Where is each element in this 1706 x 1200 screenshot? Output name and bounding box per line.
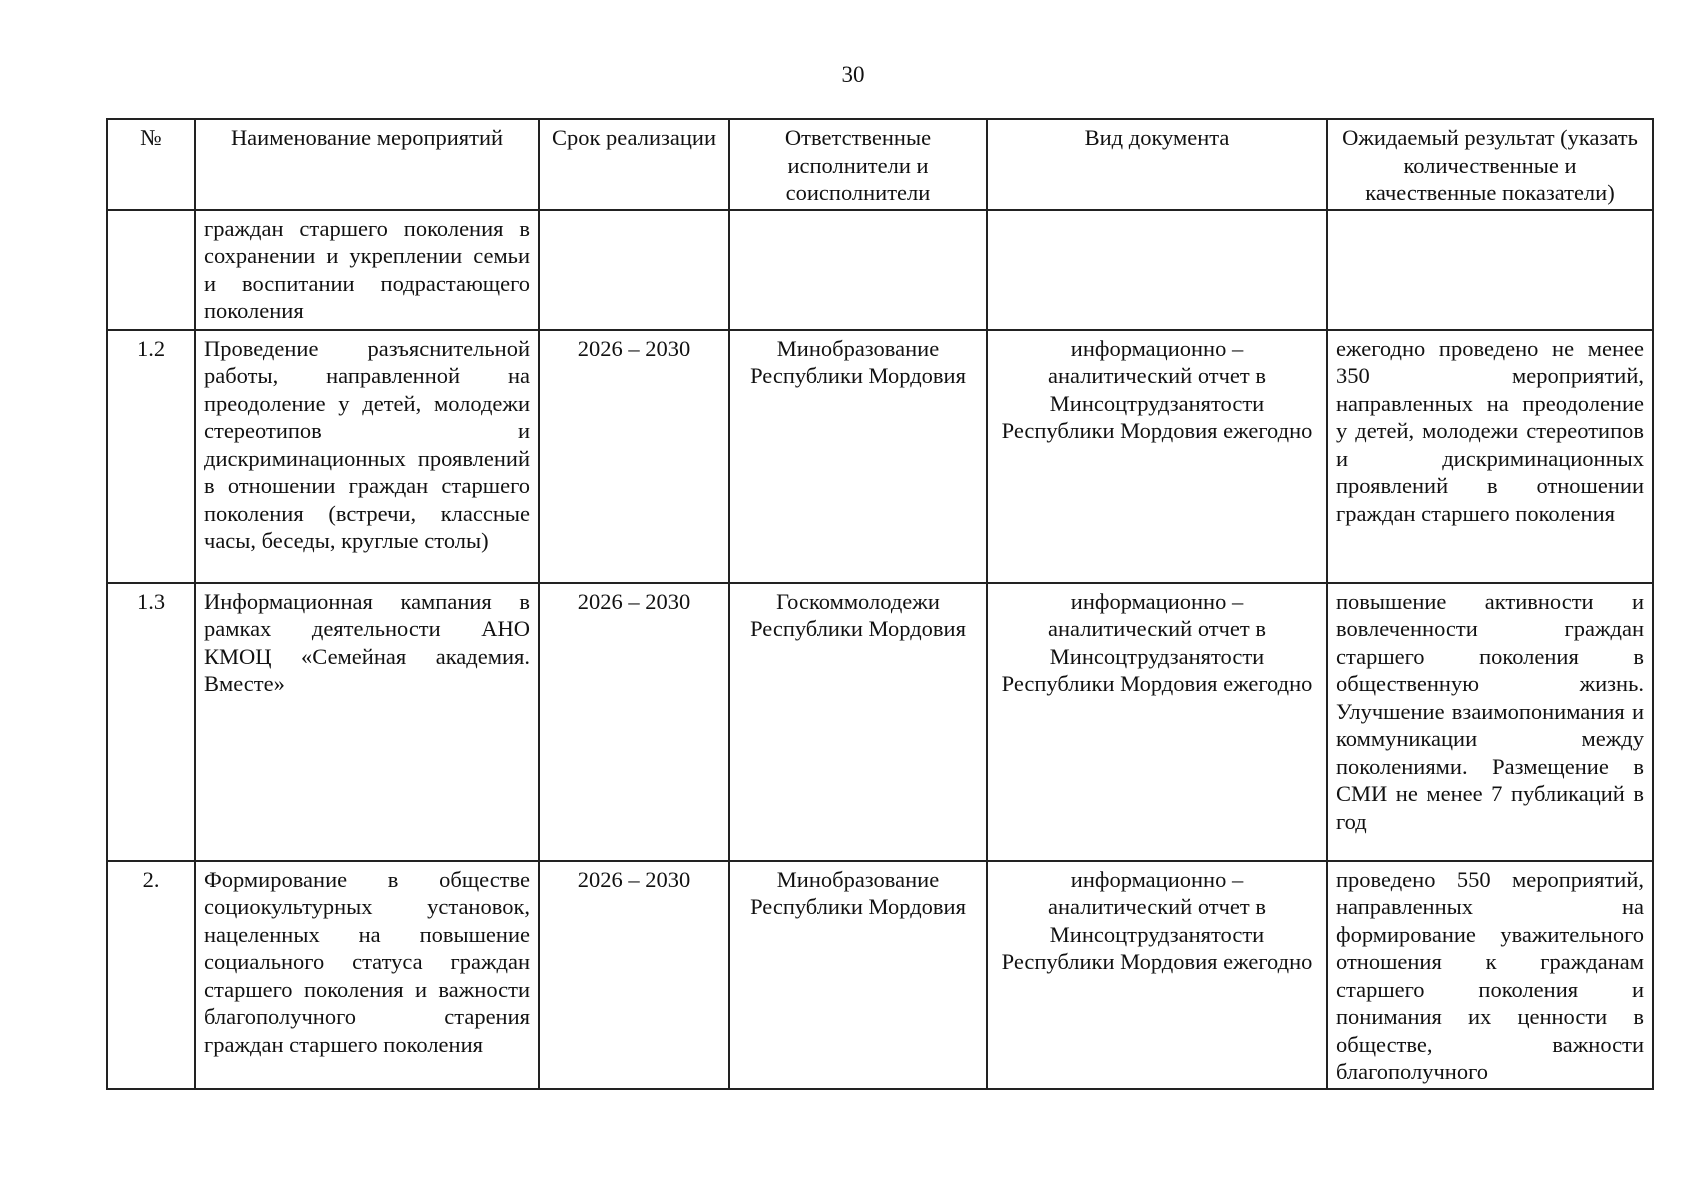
- activity-name: Информационная кампания в рамках деятельности АНО КМОЦ «Семейная академия. Вместе»: [195, 583, 539, 861]
- expected-result: ежегодно проведено не менее 350 мероприятий, направленных на преодоление у детей, молодежи стереотипов и дискриминационных проявлений в отношении граждан старшего поколения: [1327, 330, 1653, 583]
- table-row: [107, 583, 1653, 861]
- table-row: [107, 330, 1653, 583]
- expected-result: [1327, 210, 1653, 330]
- term: 2026 – 2030: [539, 861, 729, 1089]
- term: [539, 210, 729, 330]
- row-number: 2.: [107, 861, 195, 1089]
- expected-result: проведено 550 мероприятий, направленных на формирование уважительного отношения к гражданам старшего поколения и понимания их ценности в обществе, важности благополучного: [1327, 861, 1653, 1089]
- term: 2026 – 2030: [539, 583, 729, 861]
- activities-table: [106, 118, 1654, 1090]
- document-type: информационно – аналитический отчет в Минсоцтрудзанятости Республики Мордовия ежегодно: [987, 861, 1327, 1089]
- term: 2026 – 2030: [539, 330, 729, 583]
- activity-name: Проведение разъяснительной работы, направленной на преодоление у детей, молодежи стереотипов и дискриминационных проявлений в отношении граждан старшего поколения (встречи, классные часы, беседы, круглые столы): [195, 330, 539, 583]
- document-type: информационно – аналитический отчет в Минсоцтрудзанятости Республики Мордовия ежегодно: [987, 330, 1327, 583]
- row-number: 1.2: [107, 330, 195, 583]
- responsible: Минобразование Республики Мордовия: [729, 861, 987, 1089]
- header-activity-name: Наименование мероприятий: [195, 119, 539, 210]
- document-type: [987, 210, 1327, 330]
- header-expected-result: Ожидаемый результат (указать количественные и качественные показатели): [1327, 119, 1653, 210]
- table-row: [107, 210, 1653, 330]
- activity-name: граждан старшего поколения в сохранении и укреплении семьи и воспитании подрастающего поколения: [195, 210, 539, 330]
- header-responsible: Ответственные исполнители и соисполнители: [729, 119, 987, 210]
- row-number: [107, 210, 195, 330]
- row-number: 1.3: [107, 583, 195, 861]
- table-header-row: [107, 119, 1653, 210]
- document-type: информационно – аналитический отчет в Минсоцтрудзанятости Республики Мордовия ежегодно: [987, 583, 1327, 861]
- header-document-type: Вид документа: [987, 119, 1327, 210]
- responsible: Госкоммолодежи Республики Мордовия: [729, 583, 987, 861]
- activity-name: Формирование в обществе социокультурных установок, нацеленных на повышение социального статуса граждан старшего поколения и важности благополучного старения граждан старшего поколения: [195, 861, 539, 1089]
- page-number: 30: [841, 62, 865, 87]
- responsible: [729, 210, 987, 330]
- expected-result: повышение активности и вовлеченности граждан старшего поколения в общественную жизнь. Улучшение взаимопонимания и коммуникации между поколениями. Размещение в СМИ не менее 7 публикаций в год: [1327, 583, 1653, 861]
- table-row: [107, 861, 1653, 1089]
- header-number: №: [107, 119, 195, 210]
- header-term: Срок реализации: [539, 119, 729, 210]
- responsible: Минобразование Республики Мордовия: [729, 330, 987, 583]
